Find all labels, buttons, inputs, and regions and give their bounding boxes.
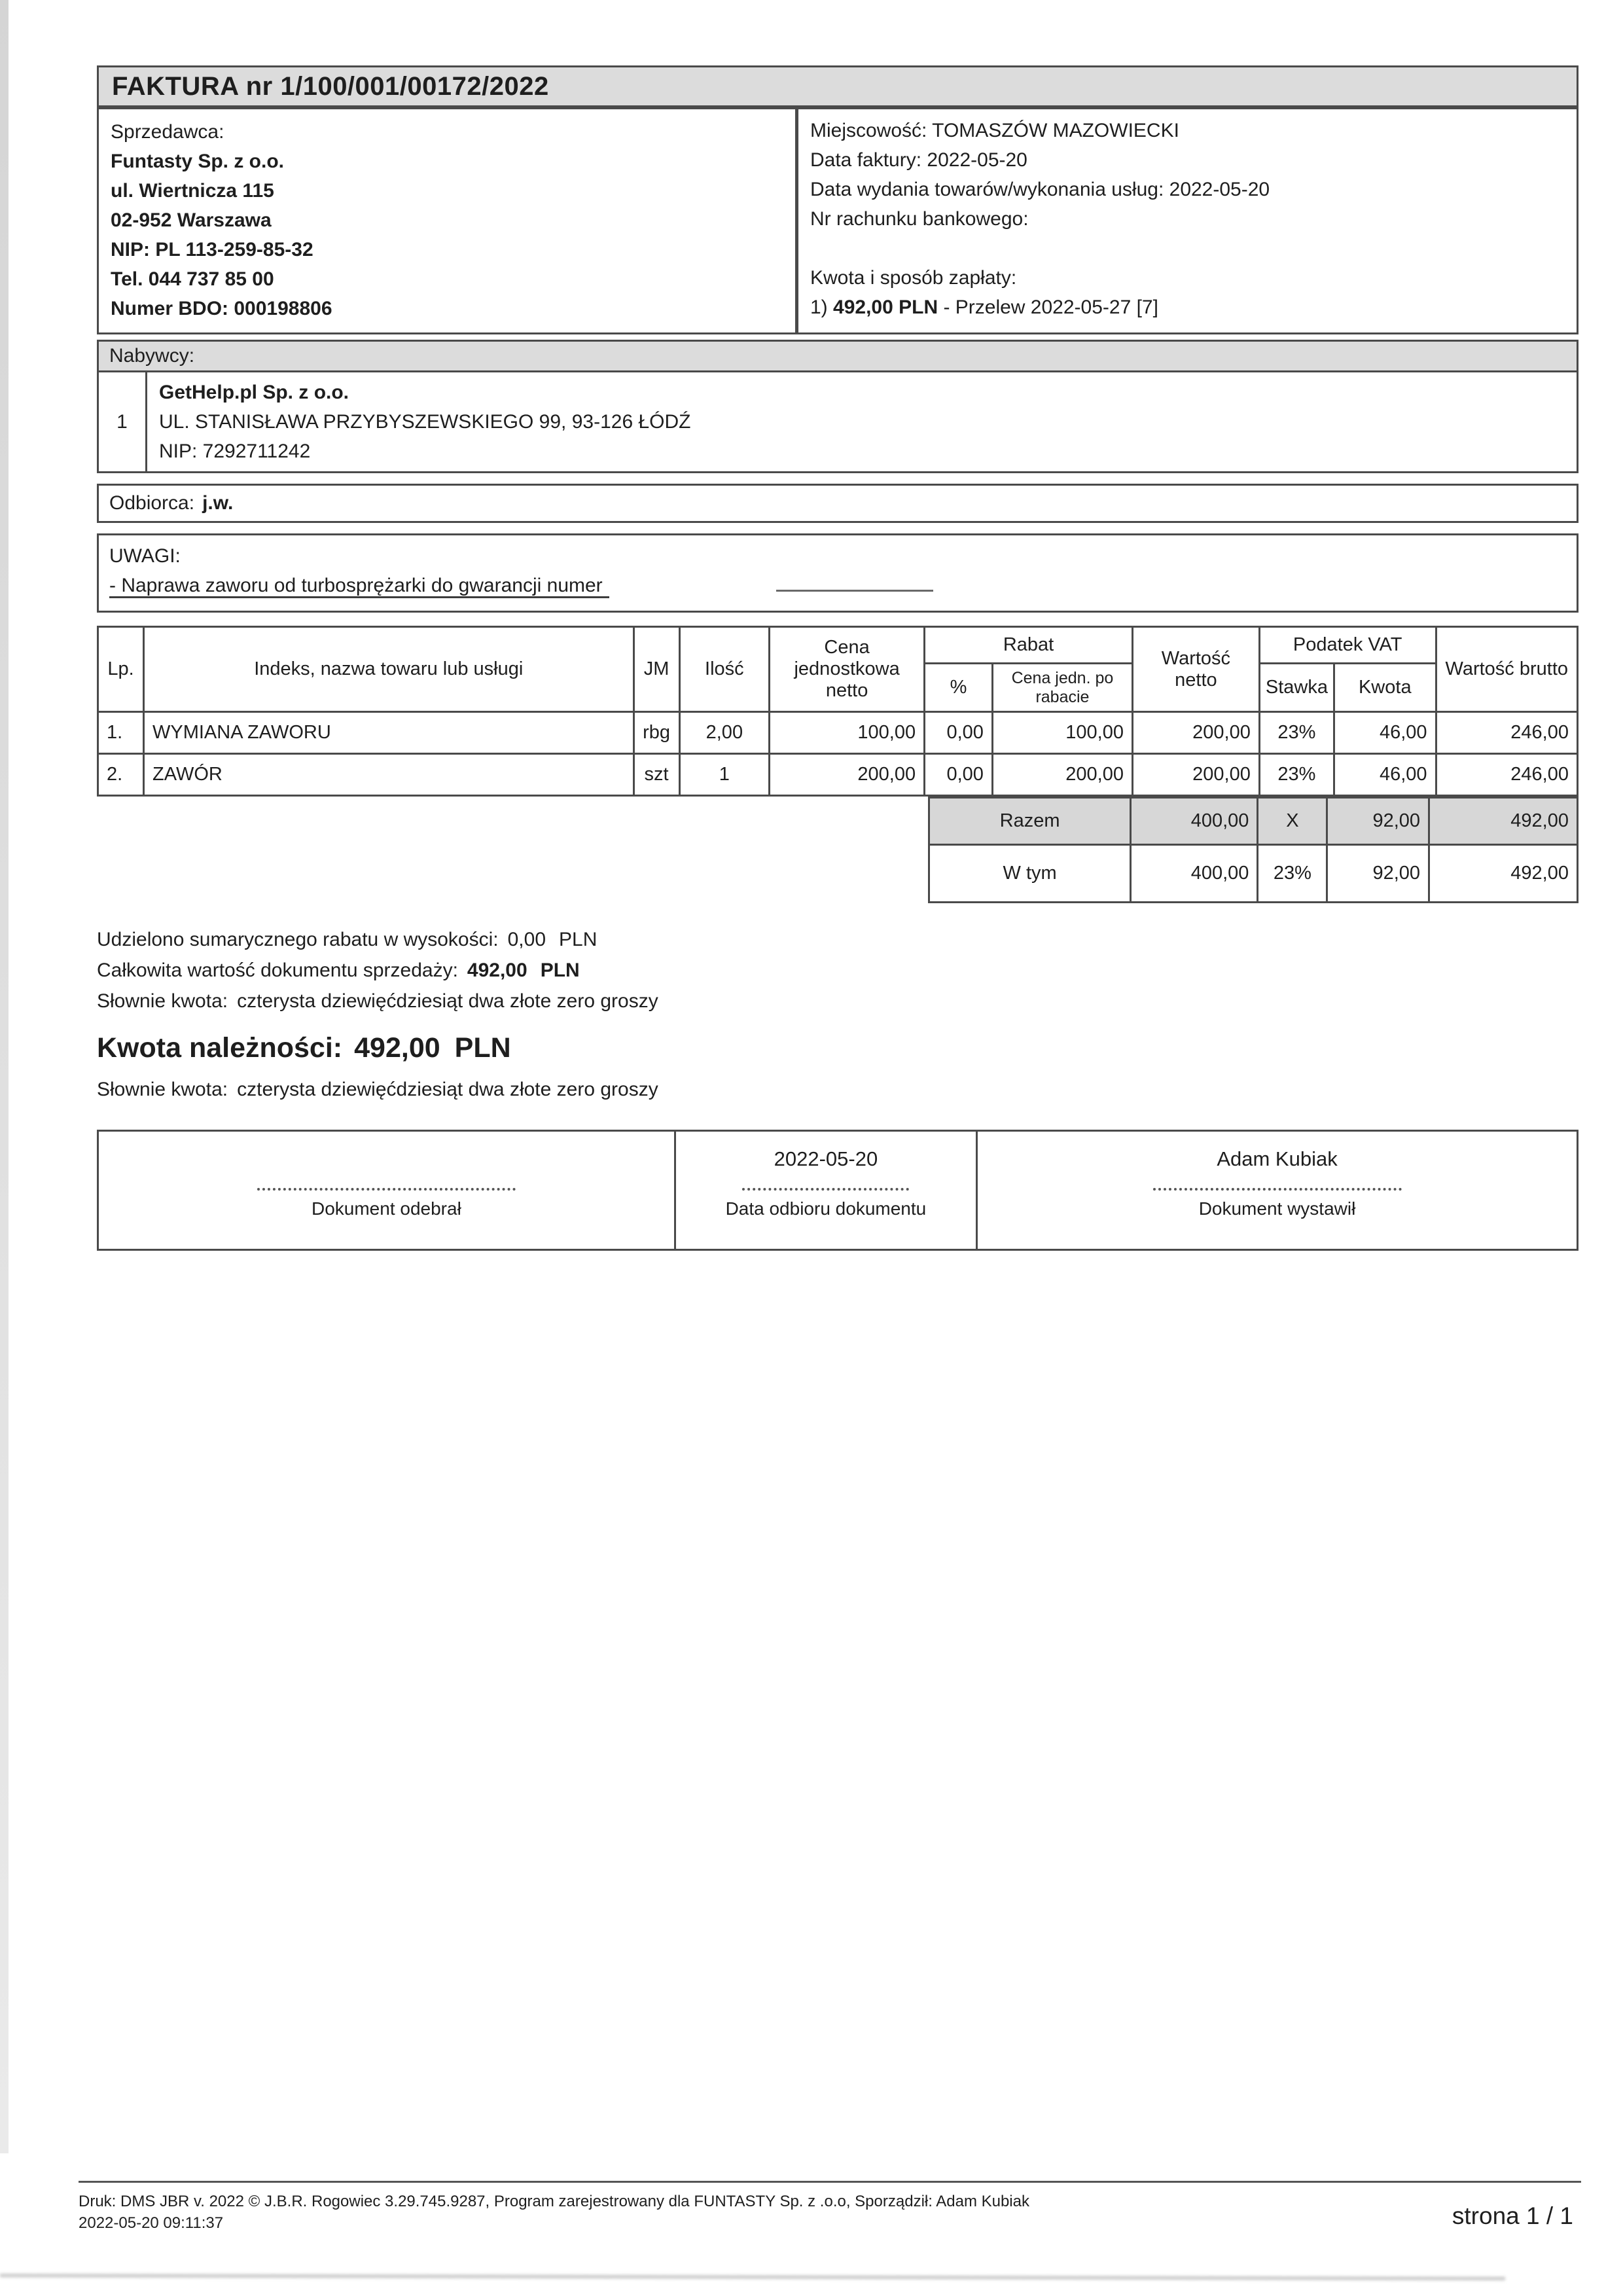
buyer-nip: NIP: 7292711242 xyxy=(159,440,311,462)
summary-row-total xyxy=(929,798,1578,845)
col-header-unit-price: Cena jednostkowa netto xyxy=(770,627,925,712)
invoice-meta-section xyxy=(797,107,1578,334)
summary-gross: 492,00 xyxy=(1429,798,1578,845)
item-qty: 1 xyxy=(679,754,770,796)
col-header-discount-pct: % xyxy=(925,664,993,712)
scan-edge-artifact xyxy=(0,0,9,2153)
signature-cell-issued xyxy=(977,1131,1578,1250)
remarks-note-line xyxy=(109,571,1566,600)
payment-prefix: 1) xyxy=(810,296,834,318)
summary-net: 400,00 xyxy=(1131,798,1258,845)
buyers-label: Nabywcy: xyxy=(109,345,195,367)
summary-vat-amount: 92,00 xyxy=(1327,798,1429,845)
recipient-value: j.w. xyxy=(202,492,234,514)
seller-name: Funtasty Sp. z o.o. xyxy=(111,151,285,172)
payment-method: - Przelew 2022-05-27 [7] xyxy=(938,296,1158,318)
buyer-name: GetHelp.pl Sp. z o.o. xyxy=(159,382,349,403)
item-vat-rate: 23% xyxy=(1259,712,1334,754)
amount-in-words-line xyxy=(97,986,1578,1016)
amount-in-words-label: Słownie kwota: xyxy=(97,1079,228,1100)
col-header-net: Wartość netto xyxy=(1132,627,1259,712)
seller-bdo: Numer BDO: 000198806 xyxy=(111,298,332,319)
amount-due-line xyxy=(97,1032,1578,1064)
item-lp: 1. xyxy=(98,712,144,754)
seller-street: ul. Wiertnicza 115 xyxy=(111,180,274,202)
signatures-table xyxy=(97,1130,1578,1251)
currency-label: PLN xyxy=(540,960,580,981)
item-jm: szt xyxy=(633,754,679,796)
signature-cell-received xyxy=(98,1131,675,1250)
item-gross: 246,00 xyxy=(1436,712,1577,754)
signature-dotted-line xyxy=(257,1188,516,1191)
discount-summary-value: 0,00 xyxy=(507,929,546,950)
col-header-jm: JM xyxy=(633,627,679,712)
col-header-gross: Wartość brutto xyxy=(1436,627,1577,712)
col-header-name: Indeks, nazwa towaru lub usługi xyxy=(143,627,633,712)
page-number: strona 1 / 1 xyxy=(1452,2202,1573,2229)
seller-phone: Tel. 044 737 85 00 xyxy=(111,268,274,290)
signature-value xyxy=(99,1147,674,1188)
item-net: 200,00 xyxy=(1132,754,1259,796)
document-total-label: Całkowita wartość dokumentu sprzedaży: xyxy=(97,960,458,981)
signature-cell-receive-date xyxy=(675,1131,976,1250)
col-header-vat: Podatek VAT xyxy=(1259,627,1436,664)
summary-gross: 492,00 xyxy=(1429,845,1578,903)
amount-due-value: 492,00 xyxy=(354,1032,440,1064)
item-gross: 246,00 xyxy=(1436,754,1577,796)
remarks-note: - Naprawa zaworu od turbosprężarki do gwarancji numer xyxy=(109,575,609,598)
col-header-vat-rate: Stawka xyxy=(1259,664,1334,712)
item-jm: rbg xyxy=(633,712,679,754)
item-net: 200,00 xyxy=(1132,712,1259,754)
footer-line-1: Druk: DMS JBR v. 2022 © J.B.R. Rogowiec 3.29.745.9287, Program zarejestrowany dla FUNTASTY Sp. z .o.o, Sporządził: Adam Kubiak xyxy=(79,2193,1029,2210)
item-vat-amount: 46,00 xyxy=(1334,754,1436,796)
payment-amount: 492,00 PLN xyxy=(833,296,938,318)
remarks-section xyxy=(97,533,1578,613)
summary-vat-rate: 23% xyxy=(1258,845,1327,903)
buyer-row-number: 1 xyxy=(99,372,147,471)
currency-label: PLN xyxy=(454,1032,511,1064)
payment-header: Kwota i sposób zapłaty: xyxy=(810,267,1017,289)
warranty-number-blank-line xyxy=(776,571,933,592)
table-row xyxy=(98,754,1578,796)
summary-label: Razem xyxy=(929,798,1131,845)
item-price-after: 100,00 xyxy=(992,712,1132,754)
item-vat-amount: 46,00 xyxy=(1334,712,1436,754)
summary-label: W tym xyxy=(929,845,1131,903)
item-name: ZAWÓR xyxy=(143,754,633,796)
seller-section xyxy=(97,107,797,334)
summary-row-breakdown xyxy=(929,845,1578,903)
item-vat-rate: 23% xyxy=(1259,754,1334,796)
footer-line-2: 2022-05-20 09:11:37 xyxy=(79,2214,224,2232)
seller-city: 02-952 Warszawa xyxy=(111,209,272,231)
col-header-lp: Lp. xyxy=(98,627,144,712)
page-footer xyxy=(79,2181,1581,2234)
col-header-vat-amount: Kwota xyxy=(1334,664,1436,712)
item-unit-price: 100,00 xyxy=(770,712,925,754)
summary-net: 400,00 xyxy=(1131,845,1258,903)
buyer-row xyxy=(97,372,1578,473)
signature-value: Adam Kubiak xyxy=(1217,1147,1338,1170)
seller-label: Sprzedawca: xyxy=(111,121,224,143)
amount-in-words-value: czterysta dziewięćdziesiąt dwa złote zero groszy xyxy=(237,990,658,1012)
currency-label: PLN xyxy=(559,929,597,950)
document-total-value: 492,00 xyxy=(467,960,527,981)
items-table xyxy=(97,626,1578,797)
payment-line xyxy=(810,293,1567,322)
document-total-line xyxy=(97,955,1578,986)
meta-blank-line xyxy=(810,234,1567,263)
signature-dotted-line xyxy=(1153,1188,1402,1191)
item-name: WYMIANA ZAWORU xyxy=(143,712,633,754)
amount-due-label: Kwota należności: xyxy=(97,1032,343,1064)
header-columns xyxy=(97,107,1578,334)
summary-vat-amount: 92,00 xyxy=(1327,845,1429,903)
discount-summary-line xyxy=(97,924,1578,955)
signature-caption: Data odbioru dokumentu xyxy=(725,1198,927,1219)
item-discount-pct: 0,00 xyxy=(925,754,993,796)
remarks-label: UWAGI: xyxy=(109,545,181,567)
amount-in-words-value: czterysta dziewięćdziesiąt dwa złote zero groszy xyxy=(237,1079,658,1100)
col-header-price-after: Cena jedn. po rabacie xyxy=(992,664,1132,712)
buyer-details xyxy=(147,372,702,471)
item-qty: 2,00 xyxy=(679,712,770,754)
totals-text-block xyxy=(97,924,1578,1016)
seller-nip: NIP: PL 113-259-85-32 xyxy=(111,239,313,260)
invoice-title-bar xyxy=(97,65,1578,107)
invoice-title: FAKTURA nr 1/100/001/00172/2022 xyxy=(112,71,549,101)
discount-summary-label: Udzielono sumarycznego rabatu w wysokości: xyxy=(97,929,499,950)
signature-caption: Dokument wystawił xyxy=(1198,1198,1356,1219)
buyer-address: UL. STANISŁAWA PRZYBYSZEWSKIEGO 99, 93-126 ŁÓDŹ xyxy=(159,411,691,433)
col-header-qty: Ilość xyxy=(679,627,770,712)
totals-table xyxy=(928,797,1578,903)
signature-caption: Dokument odebrał xyxy=(311,1198,461,1219)
meta-city: Miejscowość: TOMASZÓW MAZOWIECKI xyxy=(810,120,1179,141)
invoice-content xyxy=(97,65,1578,1251)
table-row xyxy=(98,712,1578,754)
meta-delivery-date: Data wydania towarów/wykonania usług: 2022-05-20 xyxy=(810,179,1270,200)
meta-bank-account: Nr rachunku bankowego: xyxy=(810,208,1029,230)
recipient-section xyxy=(97,484,1578,523)
item-price-after: 200,00 xyxy=(992,754,1132,796)
scan-bottom-artifact xyxy=(0,2274,1505,2281)
item-discount-pct: 0,00 xyxy=(925,712,993,754)
item-unit-price: 200,00 xyxy=(770,754,925,796)
buyers-section-bar xyxy=(97,340,1578,372)
item-lp: 2. xyxy=(98,754,144,796)
col-header-discount: Rabat xyxy=(925,627,1133,664)
footer-print-info xyxy=(79,2191,1322,2234)
amount-in-words-line-2 xyxy=(97,1079,1578,1101)
summary-vat-rate: X xyxy=(1258,798,1327,845)
meta-invoice-date: Data faktury: 2022-05-20 xyxy=(810,149,1027,171)
recipient-label: Odbiorca: xyxy=(109,492,195,514)
signature-value: 2022-05-20 xyxy=(774,1147,878,1170)
amount-in-words-label: Słownie kwota: xyxy=(97,990,228,1012)
signature-dotted-line xyxy=(742,1188,909,1191)
